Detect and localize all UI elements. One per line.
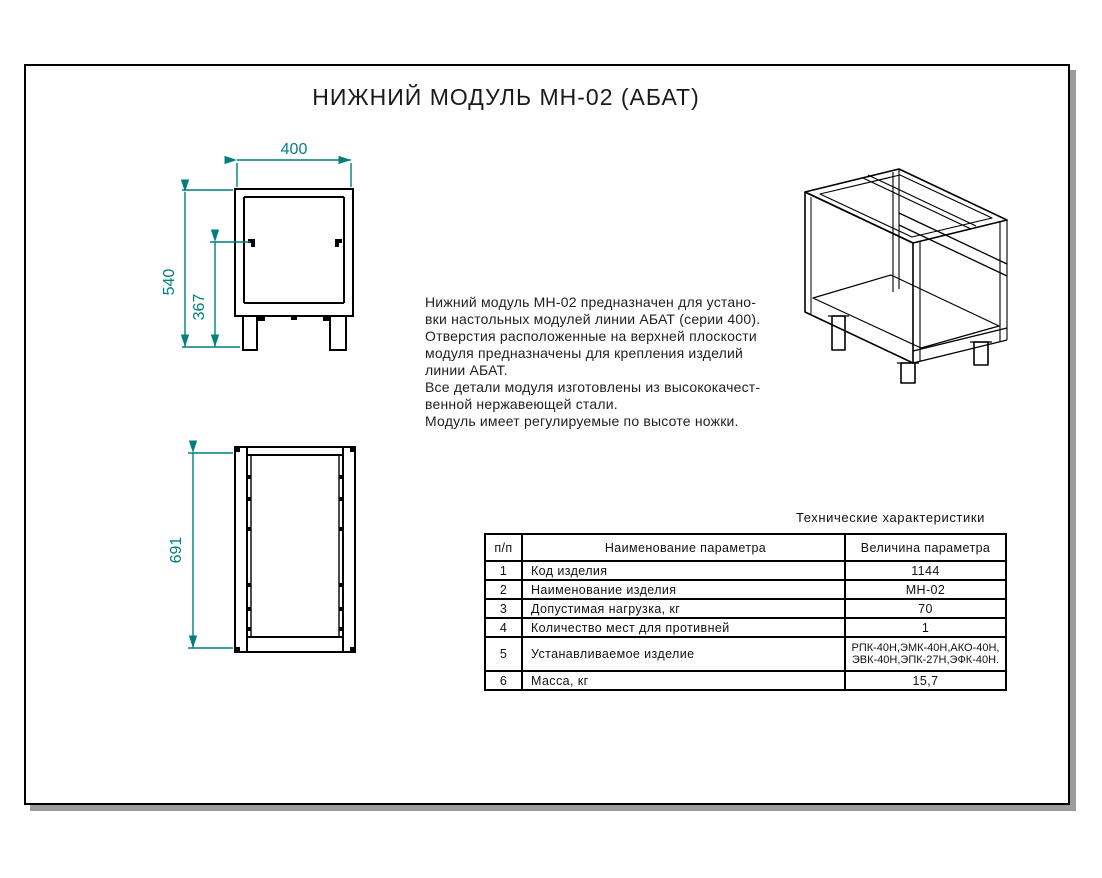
row-number: 6	[485, 671, 522, 690]
row-parameter-name: Количество мест для противней	[522, 618, 845, 637]
table-row	[485, 671, 1006, 690]
row-number: 3	[485, 599, 522, 618]
page-title: НИЖНИЙ МОДУЛЬ МН-02 (АБАТ)	[312, 84, 700, 110]
table-row	[485, 561, 1006, 580]
row-number: 1	[485, 561, 522, 580]
front-view-drawing	[160, 135, 405, 360]
spec-table	[484, 533, 1007, 691]
table-row	[485, 599, 1006, 618]
front-width-dimension: 400	[280, 141, 308, 158]
row-number: 2	[485, 580, 522, 599]
product-description	[425, 294, 760, 430]
description-line: линии АБАТ.	[425, 362, 508, 378]
row-parameter-name: Масса, кг	[522, 671, 845, 690]
row-parameter-name: Устанавливаемое изделие	[522, 637, 845, 671]
row-parameter-value: МН-02	[845, 580, 1006, 599]
row-parameter-name: Код изделия	[522, 561, 845, 580]
description-line: Модуль имеет регулируемые по высоте ножки.	[425, 413, 739, 429]
header-number: п/п	[485, 534, 522, 561]
row-parameter-value: РПК-40Н,ЭМК-40Н,АКО-40Н, ЭВК-40Н,ЭПК-27Н,ЭФК-40Н.	[845, 637, 1006, 671]
table-caption: Технические характеристики	[795, 510, 985, 525]
row-parameter-value: 15,7	[845, 671, 1006, 690]
description-line: вки настольных модулей линии АБАТ (серии 400).	[425, 311, 761, 327]
header-parameter-name: Наименование параметра	[522, 534, 845, 561]
header-parameter-value: Величина параметра	[845, 534, 1006, 561]
front-inner-height-dimension: 367	[191, 293, 208, 321]
isometric-view-drawing	[780, 158, 1040, 408]
row-parameter-name: Наименование изделия	[522, 580, 845, 599]
front-height-dimension: 540	[161, 268, 178, 296]
table-row	[485, 580, 1006, 599]
description-line: Отверстия расположенные на верхней плоскости	[425, 328, 757, 344]
table-header-row	[485, 534, 1006, 561]
row-parameter-value: 1	[845, 618, 1006, 637]
row-number: 4	[485, 618, 522, 637]
description-line: венной нержавеющей стали.	[425, 396, 618, 412]
plan-view-drawing	[165, 435, 375, 670]
description-line: Все детали модуля изготовлены из высококачест-	[425, 379, 761, 395]
table-row	[485, 618, 1006, 637]
description-line: Нижний модуль МН-02 предназначен для устано-	[425, 294, 757, 310]
row-number: 5	[485, 637, 522, 671]
plan-depth-dimension: 691	[168, 536, 185, 564]
row-parameter-name: Допустимая нагрузка, кг	[522, 599, 845, 618]
row-parameter-value: 70	[845, 599, 1006, 618]
description-line: модуля предназначены для крепления изделий	[425, 345, 744, 361]
row-parameter-value: 1144	[845, 561, 1006, 580]
drawing-sheet	[24, 64, 1070, 805]
table-row	[485, 637, 1006, 671]
